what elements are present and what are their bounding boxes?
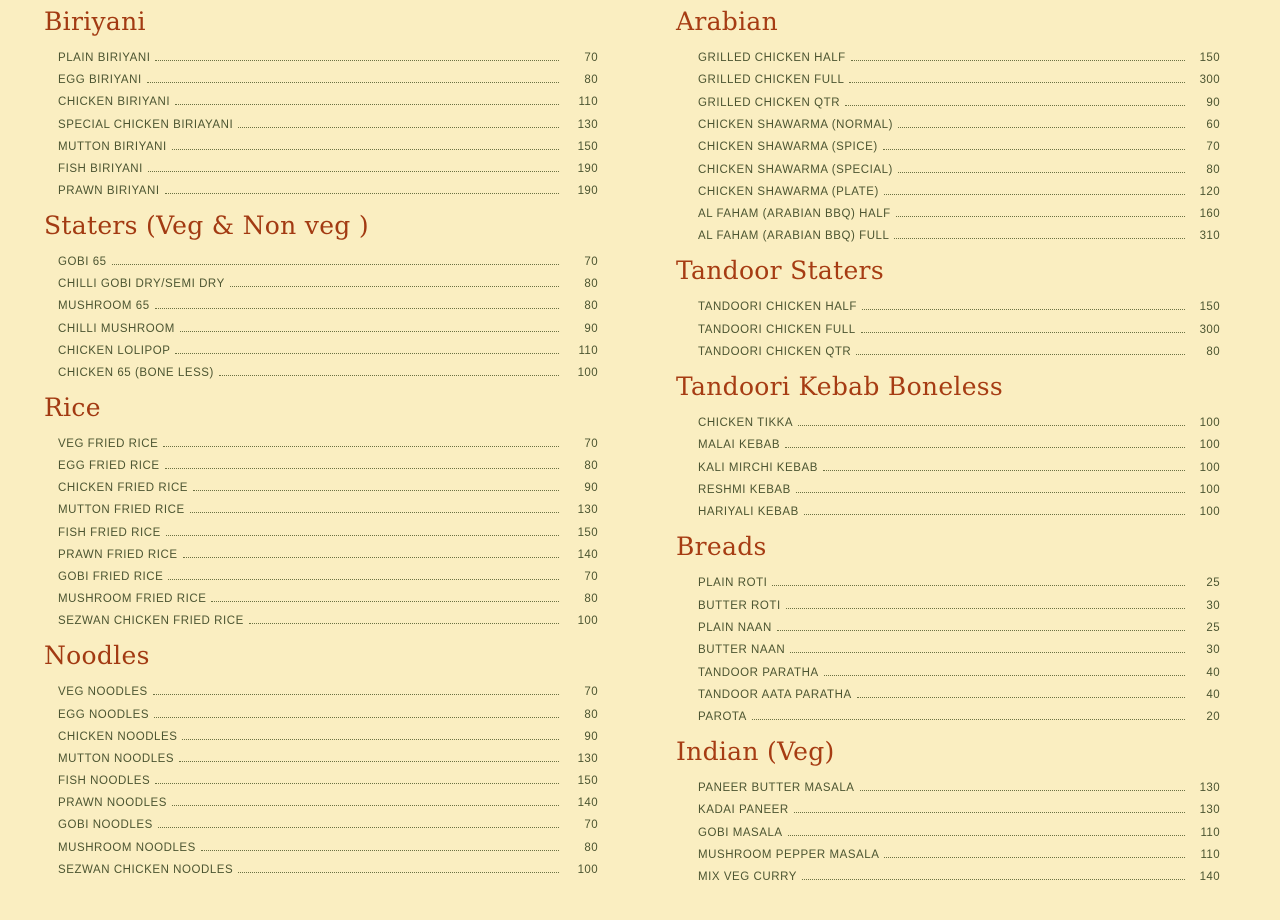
- menu-item-name: MUSHROOM PEPPER MASALA: [698, 849, 880, 862]
- dot-leader: [190, 512, 559, 513]
- menu-item-name: PLAIN ROTI: [698, 577, 768, 590]
- menu-item-price: 80: [584, 593, 598, 606]
- dot-leader: [802, 879, 1185, 880]
- dot-leader: [201, 850, 559, 851]
- menu-item-row: [676, 154, 1220, 176]
- menu-item-price: 90: [1206, 96, 1220, 109]
- menu-item-row: [676, 773, 1220, 795]
- menu-item-name: MUSHROOM NOODLES: [58, 841, 196, 854]
- menu-item-name: CHICKEN BIRIYANI: [58, 96, 171, 109]
- menu-item-name: FISH NOODLES: [58, 775, 151, 788]
- menu-item-price: 90: [584, 730, 598, 743]
- menu-item-list: [676, 43, 1220, 244]
- menu-item-price: 310: [1199, 230, 1220, 243]
- section-title: Arabian: [676, 7, 779, 36]
- dot-leader: [112, 264, 559, 265]
- menu-item-name: BUTTER NAAN: [698, 644, 786, 657]
- menu-item-price: 150: [577, 526, 598, 539]
- menu-item-row: [676, 87, 1220, 109]
- menu-item-price: 130: [577, 504, 598, 517]
- menu-item-price: 110: [1200, 826, 1220, 839]
- dot-leader: [219, 375, 559, 376]
- menu-item-list: [676, 773, 1220, 884]
- menu-item-list: [676, 408, 1220, 519]
- menu-item-price: 80: [584, 278, 598, 291]
- section-title: Breads: [676, 532, 767, 562]
- menu-section: [44, 8, 598, 198]
- dot-leader: [794, 812, 1185, 813]
- dot-leader: [158, 827, 559, 828]
- menu-item-row: [44, 540, 598, 562]
- menu-item-row: [44, 109, 598, 131]
- dot-leader: [857, 697, 1185, 698]
- menu-item-price: 300: [1199, 74, 1220, 87]
- dot-leader: [238, 872, 559, 873]
- menu-item-row: [676, 452, 1220, 474]
- dot-leader: [777, 630, 1185, 631]
- menu-section: [44, 642, 598, 876]
- menu-item-list: [676, 292, 1220, 359]
- dot-leader: [823, 470, 1185, 471]
- menu-item-name: KALI MIRCHI KEBAB: [698, 461, 818, 474]
- menu-section: [44, 394, 598, 628]
- menu-item-row: [44, 788, 598, 810]
- menu-item-price: 140: [577, 548, 598, 561]
- menu-item-name: CHILLI MUSHROOM: [58, 322, 175, 335]
- menu-section: [676, 8, 1220, 243]
- menu-item-name: CHILLI GOBI DRY/SEMI DRY: [58, 278, 225, 291]
- menu-item-row: [44, 562, 598, 584]
- menu-item-price: 110: [1200, 849, 1220, 862]
- menu-item-row: [44, 291, 598, 313]
- dot-leader: [752, 719, 1185, 720]
- menu-item-name: PRAWN FRIED RICE: [58, 548, 178, 561]
- menu-item-name: CHICKEN SHAWARMA (PLATE): [698, 185, 879, 198]
- menu-item-name: EGG NOODLES: [58, 708, 150, 721]
- section-title: Staters (Veg & Non veg ): [44, 211, 369, 241]
- dot-leader: [898, 127, 1185, 128]
- menu-item-price: 100: [1199, 506, 1220, 519]
- menu-item-name: PLAIN NAAN: [698, 621, 772, 634]
- menu-item-row: [44, 429, 598, 451]
- menu-item-name: MUSHROOM FRIED RICE: [58, 593, 207, 606]
- menu-item-row: [676, 177, 1220, 199]
- menu-item-name: TANDOOR AATA PARATHA: [698, 688, 852, 701]
- menu-item-name: MUTTON BIRIYANI: [58, 140, 167, 153]
- dot-leader: [851, 60, 1185, 61]
- menu-item-row: [44, 87, 598, 109]
- dot-leader: [849, 82, 1185, 83]
- menu-item-row: [44, 677, 598, 699]
- menu-item-row: [676, 817, 1220, 839]
- menu-item-price: 80: [584, 708, 598, 721]
- menu-item-name: SPECIAL CHICKEN BIRIAYANI: [58, 118, 234, 131]
- menu-item-price: 30: [1206, 599, 1220, 612]
- menu-item-row: [676, 840, 1220, 862]
- menu-item-row: [676, 43, 1220, 65]
- menu-item-name: TANDOORI CHICKEN FULL: [698, 323, 856, 336]
- menu-item-price: 25: [1206, 621, 1220, 634]
- menu-item-price: 70: [584, 51, 598, 64]
- dot-leader: [166, 535, 559, 536]
- menu-item-row: [676, 702, 1220, 724]
- menu-item-name: CHICKEN SHAWARMA (SPICE): [698, 141, 878, 154]
- menu-item-row: [44, 810, 598, 832]
- menu-item-name: PANEER BUTTER MASALA: [698, 782, 855, 795]
- menu-item-name: PAROTA: [698, 711, 747, 724]
- dot-leader: [148, 171, 559, 172]
- menu-item-price: 160: [1199, 208, 1220, 221]
- menu-item-name: MIX VEG CURRY: [698, 871, 797, 884]
- dot-leader: [796, 492, 1185, 493]
- menu-item-name: GRILLED CHICKEN HALF: [698, 52, 846, 65]
- menu-item-row: [676, 613, 1220, 635]
- dot-leader: [155, 308, 559, 309]
- menu-item-row: [676, 475, 1220, 497]
- menu-item-price: 130: [1199, 804, 1220, 817]
- menu-item-row: [676, 862, 1220, 884]
- menu-column-right: [640, 8, 1280, 920]
- menu-item-row: [676, 408, 1220, 430]
- menu-item-name: CHICKEN TIKKA: [698, 417, 794, 430]
- section-title: Rice: [44, 392, 101, 422]
- menu-item-price: 80: [1206, 346, 1220, 359]
- menu-item-name: GRILLED CHICKEN QTR: [698, 96, 841, 109]
- section-title: Indian (Veg): [676, 737, 835, 767]
- section-title: Noodles: [44, 641, 150, 671]
- menu-item-price: 150: [577, 775, 598, 788]
- menu-item-name: CHICKEN SHAWARMA (SPECIAL): [698, 163, 893, 176]
- menu-item-price: 90: [584, 482, 598, 495]
- menu-item-row: [44, 699, 598, 721]
- dot-leader: [168, 579, 559, 580]
- menu-item-row: [676, 657, 1220, 679]
- menu-item-price: 20: [1206, 711, 1220, 724]
- menu-item-row: [676, 110, 1220, 132]
- menu-item-row: [44, 43, 598, 65]
- menu-item-row: [44, 766, 598, 788]
- menu-item-name: TANDOORI CHICKEN QTR: [698, 346, 852, 359]
- menu-item-price: 190: [577, 162, 598, 175]
- menu-item-price: 150: [1199, 52, 1220, 65]
- dot-leader: [154, 717, 559, 718]
- dot-leader: [824, 675, 1185, 676]
- section-title: Tandoor Staters: [676, 256, 884, 286]
- menu-item-row: [44, 744, 598, 766]
- menu-item-row: [44, 132, 598, 154]
- dot-leader: [786, 608, 1185, 609]
- dot-leader: [861, 332, 1185, 333]
- dot-leader: [896, 216, 1185, 217]
- menu-item-price: 70: [584, 686, 598, 699]
- menu-item-price: 300: [1199, 323, 1220, 336]
- dot-leader: [790, 652, 1185, 653]
- menu-item-price: 40: [1206, 688, 1220, 701]
- menu-item-name: HARIYALI KEBAB: [698, 506, 799, 519]
- dot-leader: [155, 60, 559, 61]
- menu-item-name: AL FAHAM (ARABIAN BBQ) FULL: [698, 230, 890, 243]
- menu-item-price: 120: [1199, 185, 1220, 198]
- menu-item-name: TANDOORI CHICKEN HALF: [698, 301, 857, 314]
- menu-section: [676, 373, 1220, 519]
- menu-item-price: 100: [577, 863, 598, 876]
- menu-item-list: [676, 568, 1220, 724]
- dot-leader: [211, 601, 559, 602]
- dot-leader: [165, 468, 559, 469]
- menu-item-row: [676, 337, 1220, 359]
- dot-leader: [249, 623, 559, 624]
- menu-item-name: PRAWN NOODLES: [58, 797, 167, 810]
- menu-section: [676, 257, 1220, 359]
- dot-leader: [183, 557, 559, 558]
- menu-column-left: [0, 8, 640, 920]
- menu-item-price: 140: [577, 797, 598, 810]
- menu-item-name: CHICKEN FRIED RICE: [58, 482, 189, 495]
- menu-item-row: [44, 832, 598, 854]
- menu-section: [44, 212, 598, 380]
- menu-item-name: FISH BIRIYANI: [58, 162, 143, 175]
- menu-item-row: [44, 473, 598, 495]
- menu-item-price: 140: [1199, 871, 1220, 884]
- menu-item-price: 150: [577, 140, 598, 153]
- menu-item-row: [676, 497, 1220, 519]
- menu-item-row: [44, 722, 598, 744]
- dot-leader: [804, 514, 1185, 515]
- menu-item-row: [44, 855, 598, 877]
- menu-item-row: [44, 154, 598, 176]
- menu-item-list: [44, 429, 598, 629]
- menu-item-row: [44, 606, 598, 628]
- menu-item-price: 70: [1206, 141, 1220, 154]
- dot-leader: [175, 104, 559, 105]
- dot-leader: [788, 835, 1185, 836]
- menu-item-name: PLAIN BIRIYANI: [58, 51, 151, 64]
- menu-item-price: 60: [1206, 118, 1220, 131]
- menu-item-row: [676, 635, 1220, 657]
- menu-item-name: BUTTER ROTI: [698, 599, 781, 612]
- menu-item-price: 80: [584, 460, 598, 473]
- menu-item-row: [44, 269, 598, 291]
- menu-item-price: 100: [1199, 484, 1220, 496]
- dot-leader: [884, 857, 1185, 858]
- menu-item-price: 100: [1199, 439, 1220, 452]
- menu-item-price: 70: [584, 256, 598, 268]
- dot-leader: [172, 805, 559, 806]
- menu-section: [676, 533, 1220, 724]
- menu-item-row: [676, 430, 1220, 452]
- menu-item-name: RESHMI KEBAB: [698, 484, 791, 496]
- menu-item-row: [44, 451, 598, 473]
- dot-leader: [172, 149, 559, 150]
- dot-leader: [155, 783, 559, 784]
- menu-item-name: GOBI MASALA: [698, 826, 783, 839]
- menu-item-price: 30: [1206, 644, 1220, 657]
- menu-item-row: [44, 584, 598, 606]
- menu-item-price: 130: [1199, 782, 1220, 795]
- menu-item-price: 80: [584, 74, 598, 87]
- menu-item-name: CHICKEN NOODLES: [58, 730, 178, 743]
- menu-item-price: 190: [577, 185, 598, 198]
- menu-item-price: 110: [578, 344, 598, 357]
- menu-item-name: MUSHROOM 65: [58, 300, 150, 313]
- menu-item-row: [676, 132, 1220, 154]
- menu-item-price: 70: [584, 437, 598, 450]
- dot-leader: [798, 425, 1185, 426]
- menu-item-price: 150: [1199, 301, 1220, 314]
- dot-leader: [165, 193, 559, 194]
- menu-item-name: CHICKEN LOLIPOP: [58, 344, 171, 357]
- menu-item-name: EGG BIRIYANI: [58, 74, 142, 87]
- menu-item-row: [44, 358, 598, 380]
- menu-item-name: GRILLED CHICKEN FULL: [698, 74, 845, 87]
- menu-item-price: 100: [577, 366, 598, 379]
- dot-leader: [193, 490, 559, 491]
- dot-leader: [153, 694, 559, 695]
- section-title: Biriyani: [44, 7, 146, 36]
- menu-item-row: [676, 680, 1220, 702]
- menu-item-list: [44, 43, 598, 198]
- menu-item-price: 100: [577, 615, 598, 628]
- menu-item-row: [676, 199, 1220, 221]
- menu-item-name: GOBI 65: [58, 256, 107, 268]
- menu-item-name: FISH FRIED RICE: [58, 526, 161, 539]
- dot-leader: [179, 761, 559, 762]
- menu-item-row: [676, 590, 1220, 612]
- dot-leader: [785, 447, 1185, 448]
- dot-leader: [175, 353, 559, 354]
- menu-item-row: [676, 795, 1220, 817]
- menu-item-name: GOBI NOODLES: [58, 819, 153, 832]
- menu-item-row: [44, 313, 598, 335]
- dot-leader: [163, 446, 559, 447]
- menu-section: [676, 738, 1220, 884]
- menu-item-row: [44, 336, 598, 358]
- menu-item-row: [44, 517, 598, 539]
- menu-item-price: 40: [1206, 666, 1220, 679]
- menu-item-price: 80: [584, 841, 598, 854]
- menu-item-price: 100: [1199, 461, 1220, 474]
- menu-item-price: 80: [584, 300, 598, 313]
- menu-item-row: [44, 176, 598, 198]
- menu-item-price: 110: [578, 96, 598, 109]
- menu-item-row: [44, 247, 598, 269]
- menu-item-name: CHICKEN SHAWARMA (NORMAL): [698, 118, 893, 131]
- dot-leader: [180, 331, 559, 332]
- dot-leader: [883, 149, 1185, 150]
- menu-item-name: MALAI KEBAB: [698, 439, 781, 452]
- menu-item-name: VEG FRIED RICE: [58, 437, 159, 450]
- dot-leader: [147, 82, 559, 83]
- dot-leader: [230, 286, 559, 287]
- menu-item-price: 90: [584, 322, 598, 335]
- dot-leader: [845, 105, 1185, 106]
- dot-leader: [862, 309, 1185, 310]
- menu-item-name: TANDOOR PARATHA: [698, 666, 819, 679]
- menu-item-list: [44, 247, 598, 380]
- menu-item-row: [676, 221, 1220, 243]
- menu-item-name: KADAI PANEER: [698, 804, 789, 817]
- menu-item-name: MUTTON NOODLES: [58, 752, 175, 765]
- menu-item-row: [676, 568, 1220, 590]
- menu-item-list: [44, 677, 598, 877]
- menu-item-price: 130: [577, 118, 598, 131]
- menu-item-name: GOBI FRIED RICE: [58, 571, 164, 583]
- menu-item-price: 100: [1199, 417, 1220, 430]
- menu-item-price: 70: [584, 571, 598, 583]
- menu-item-name: PRAWN BIRIYANI: [58, 185, 160, 198]
- dot-leader: [856, 354, 1185, 355]
- menu-item-row: [676, 314, 1220, 336]
- menu-item-name: CHICKEN 65 (BONE LESS): [58, 366, 214, 379]
- menu-item-name: EGG FRIED RICE: [58, 460, 160, 473]
- menu-item-name: MUTTON FRIED RICE: [58, 504, 185, 517]
- dot-leader: [894, 238, 1185, 239]
- menu-item-name: VEG NOODLES: [58, 686, 148, 699]
- dot-leader: [898, 172, 1185, 173]
- dot-leader: [182, 739, 559, 740]
- menu-item-row: [676, 292, 1220, 314]
- section-title: Tandoori Kebab Boneless: [676, 372, 1004, 402]
- menu-item-row: [676, 65, 1220, 87]
- menu-item-price: 70: [584, 819, 598, 832]
- dot-leader: [772, 585, 1185, 586]
- dot-leader: [238, 127, 559, 128]
- menu-item-name: AL FAHAM (ARABIAN BBQ) HALF: [698, 208, 891, 221]
- menu-item-row: [44, 495, 598, 517]
- menu-item-row: [44, 65, 598, 87]
- menu-item-price: 130: [577, 752, 598, 765]
- dot-leader: [884, 194, 1185, 195]
- menu-item-price: 80: [1206, 163, 1220, 176]
- menu-item-name: SEZWAN CHICKEN NOODLES: [58, 863, 234, 876]
- menu-item-price: 25: [1206, 577, 1220, 590]
- dot-leader: [860, 790, 1186, 791]
- menu-item-name: SEZWAN CHICKEN FRIED RICE: [58, 615, 244, 628]
